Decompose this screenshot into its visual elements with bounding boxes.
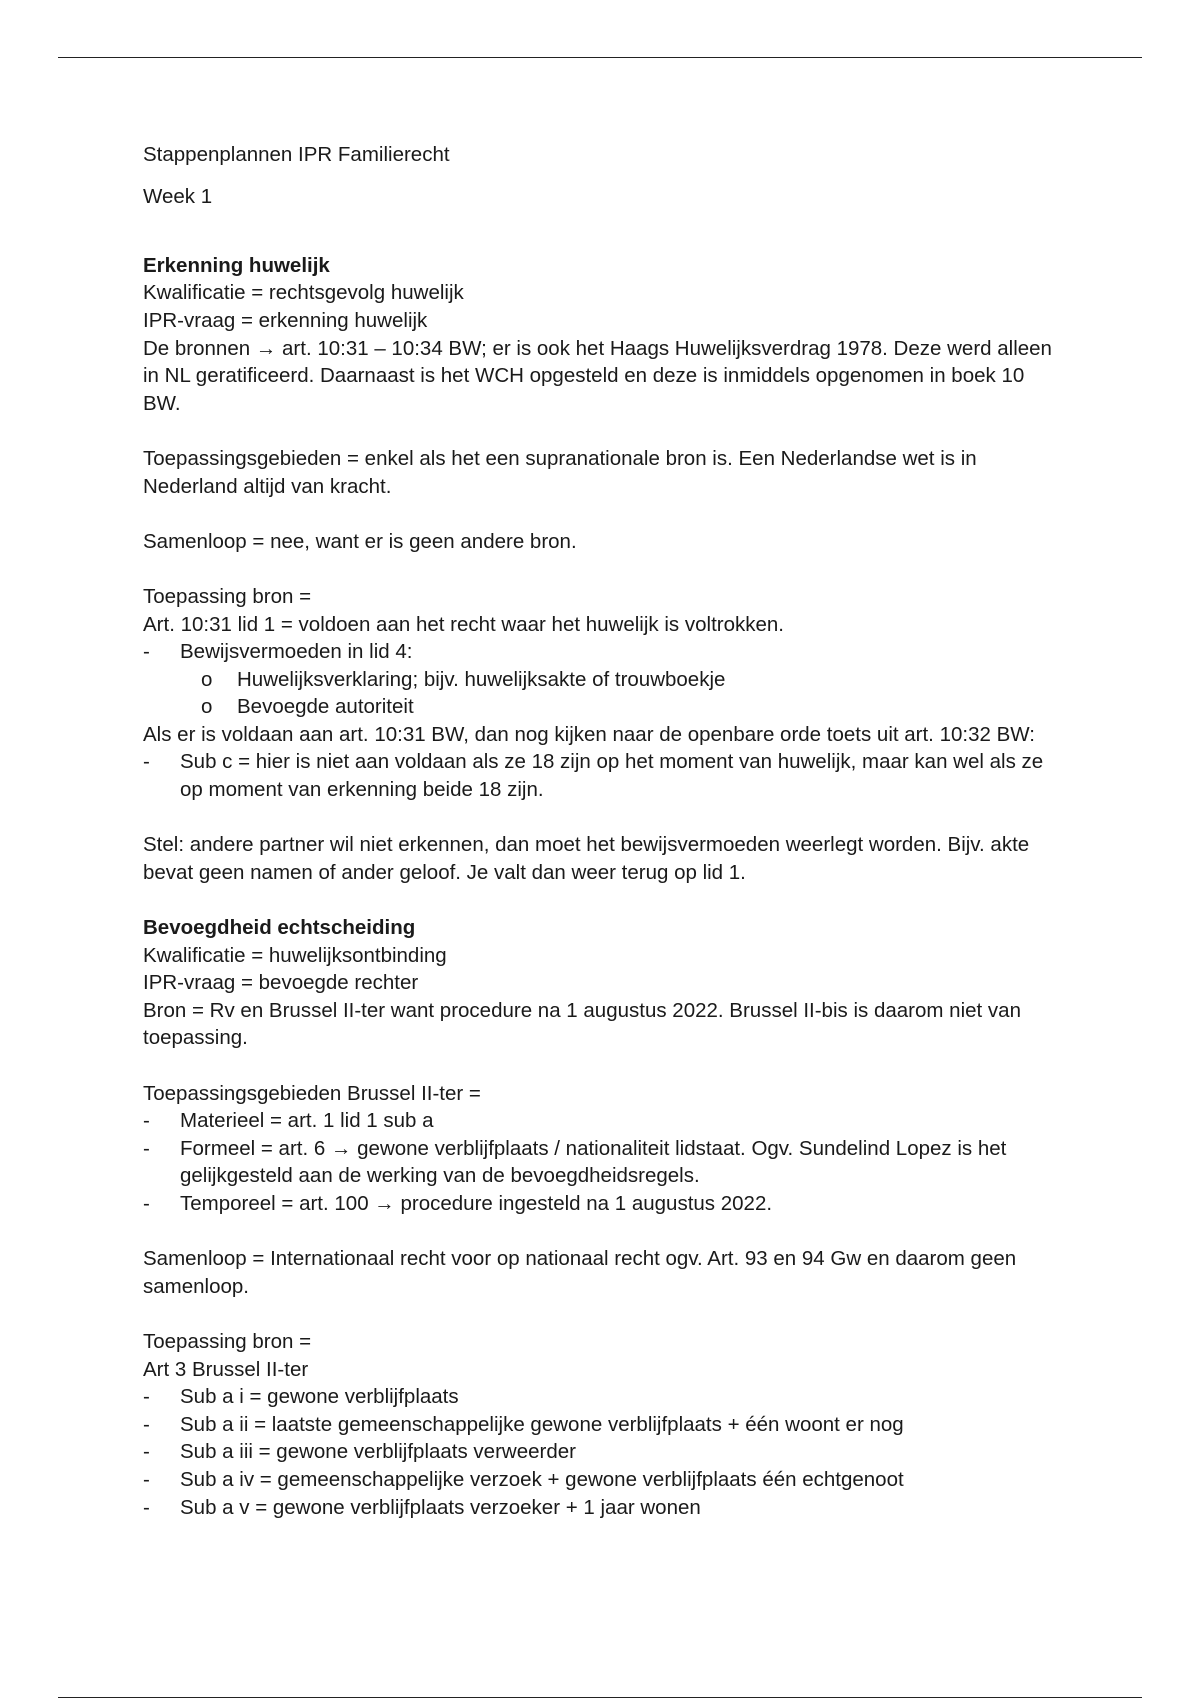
document-title: Stappenplannen IPR Familierecht — [143, 143, 450, 166]
s1-stel: Stel: andere partner wil niet erkennen, dan moet het bewijsvermoeden weerlegt worden. Bijv. akte bevat geen namen of ander geloof. Je valt dan weer terug op lid 1. — [143, 833, 1030, 884]
s1-sub-c-item: - Sub c = hier is niet aan voldaan als ze 18 zijn op het moment van huwelijk, maar kan wel als ze op moment van erkenning beide 18 zijn. — [143, 748, 1063, 803]
s1-subitem-autoriteit: o Bevoegde autoriteit — [143, 693, 1063, 721]
s2-art3: Art 3 Brussel II-ter — [143, 1357, 309, 1381]
s1-kwalificatie: Kwalificatie = rechtsgevolg huwelijk — [143, 281, 464, 305]
document-body — [143, 141, 1063, 1521]
s2-gebied-item: - Materieel = art. 1 lid 1 sub a — [143, 1107, 1063, 1135]
s2-gebied-item: - Temporeel = art. 100 → procedure ingesteld na 1 augustus 2022. — [143, 1190, 1063, 1218]
s1-art-lid1: Art. 10:31 lid 1 = voldoen aan het recht waar het huwelijk is voltrokken. — [143, 612, 784, 636]
header-rule — [58, 57, 1142, 58]
s1-toepassingsgebieden: Toepassingsgebieden = enkel als het een supranationale bron is. Een Nederlandse wet is in Nederland altijd van kracht. — [143, 446, 977, 498]
s1-samenloop: Samenloop = nee, want er is geen andere bron. — [143, 529, 577, 553]
s2-sub-item: - Sub a iv = gemeenschappelijke verzoek + gewone verblijfplaats één echtgenoot — [143, 1466, 1063, 1494]
s2-gebied-item: - Formeel = art. 6 → gewone verblijfplaats / nationaliteit lidstaat. Ogv. Sundelind Lopez is het gelijkgesteld aan de werking van de bevoegdheidsregels. — [143, 1135, 1063, 1190]
section-heading-bevoegdheid: Bevoegdheid echtscheiding — [143, 916, 416, 940]
s2-sub-item: - Sub a v = gewone verblijfplaats verzoeker + 1 jaar wonen — [143, 1494, 1063, 1522]
week-label: Week 1 — [143, 184, 213, 208]
s1-toepassing-label: Toepassing bron = — [143, 584, 312, 608]
s1-bronnen: De bronnen → art. 10:31 – 10:34 BW; er is ook het Haags Huwelijksverdrag 1978. Deze werd alleen in NL geratificeerd. Daarnaast is het WCH opgesteld en deze is inmiddels opgenomen in boek 10 BW. — [143, 336, 1052, 415]
s1-ipr-vraag: IPR-vraag = erkenning huwelijk — [143, 308, 428, 332]
s2-sub-item: - Sub a ii = laatste gemeenschappelijke gewone verblijfplaats + één woont er nog — [143, 1411, 1063, 1439]
s2-sub-item: - Sub a iii = gewone verblijfplaats verweerder — [143, 1438, 1063, 1466]
footer-rule — [58, 1697, 1142, 1698]
s1-bewijsvermoeden-item: - Bewijsvermoeden in lid 4: — [143, 638, 1063, 666]
s2-ipr-vraag: IPR-vraag = bevoegde rechter — [143, 971, 419, 995]
s2-bron: Bron = Rv en Brussel II-ter want procedure na 1 augustus 2022. Brussel II-bis is daarom niet van toepassing. — [143, 998, 1021, 1050]
s2-sub-item: - Sub a i = gewone verblijfplaats — [143, 1383, 1063, 1411]
section-heading-erkenning: Erkenning huwelijk — [143, 253, 330, 277]
s1-subitem-huwelijksverklaring: o Huwelijksverklaring; bijv. huwelijksakte of trouwboekje — [143, 666, 1063, 694]
s2-toepassingsgebieden-label: Toepassingsgebieden Brussel II-ter = — [143, 1081, 481, 1105]
s2-samenloop: Samenloop = Internationaal recht voor op nationaal recht ogv. Art. 93 en 94 Gw en daarom geen samenloop. — [143, 1247, 1017, 1298]
s2-kwalificatie: Kwalificatie = huwelijksontbinding — [143, 943, 447, 967]
s2-toepassing-label: Toepassing bron = — [143, 1329, 312, 1353]
s1-openbare-orde: Als er is voldaan aan art. 10:31 BW, dan nog kijken naar de openbare orde toets uit art. 10:32 BW: — [143, 722, 1035, 746]
